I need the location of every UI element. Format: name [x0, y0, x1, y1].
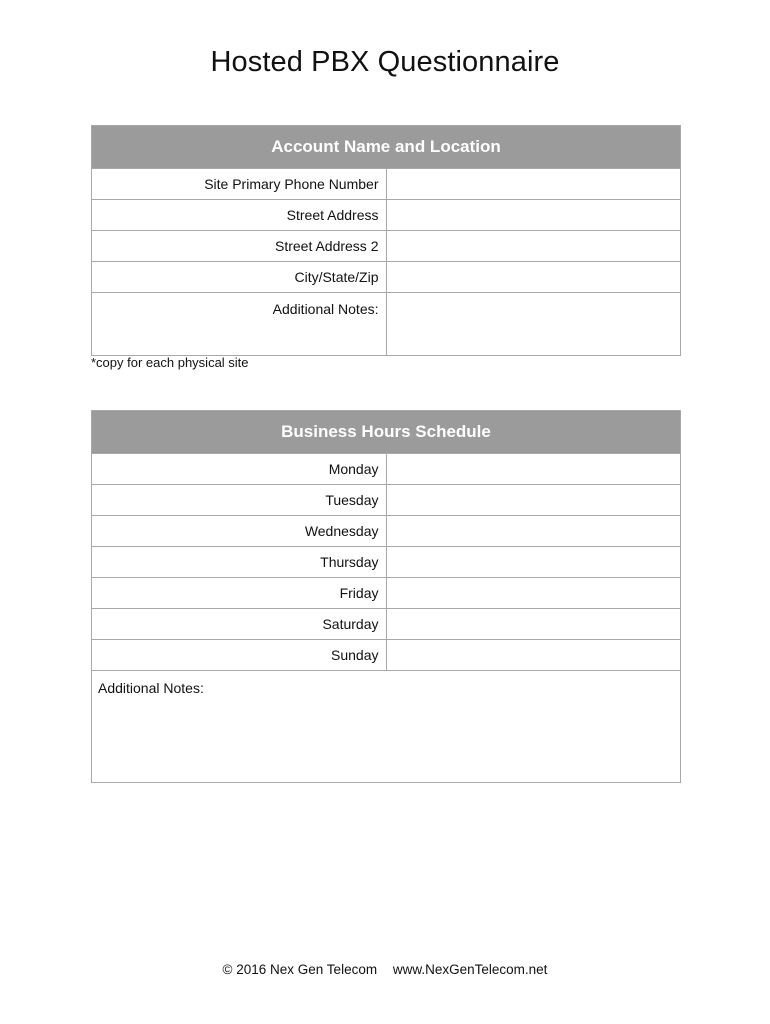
page-footer	[0, 962, 770, 977]
physical-site-footnote: *copy for each physical site	[91, 355, 249, 370]
form-row	[92, 609, 681, 640]
sunday-label: Sunday	[92, 640, 387, 671]
website-link[interactable]: www.NexGenTelecom.net	[392, 962, 548, 977]
wednesday-field[interactable]	[386, 516, 681, 547]
site-primary-phone-label: Site Primary Phone Number	[92, 169, 387, 200]
saturday-label: Saturday	[92, 609, 387, 640]
account-name-location-table	[91, 125, 681, 356]
site-primary-phone-field[interactable]	[386, 169, 681, 200]
street-address-label: Street Address	[92, 200, 387, 231]
thursday-label: Thursday	[92, 547, 387, 578]
saturday-field[interactable]	[386, 609, 681, 640]
tuesday-label: Tuesday	[92, 485, 387, 516]
monday-field[interactable]	[386, 454, 681, 485]
account-notes-field[interactable]	[386, 293, 681, 356]
form-row	[92, 547, 681, 578]
form-row	[92, 516, 681, 547]
copyright-text: © 2016 Nex Gen Telecom	[222, 962, 378, 977]
form-row	[92, 200, 681, 231]
hours-section-header: Business Hours Schedule	[92, 411, 681, 454]
sunday-field[interactable]	[386, 640, 681, 671]
friday-field[interactable]	[386, 578, 681, 609]
form-row	[92, 231, 681, 262]
form-row	[92, 578, 681, 609]
wednesday-label: Wednesday	[92, 516, 387, 547]
form-row	[92, 293, 681, 356]
friday-label: Friday	[92, 578, 387, 609]
page-title: Hosted PBX Questionnaire	[210, 46, 560, 78]
form-row	[92, 485, 681, 516]
form-row	[92, 169, 681, 200]
hours-notes-field[interactable]	[92, 671, 681, 783]
account-notes-label: Additional Notes:	[92, 293, 387, 356]
city-state-zip-label: City/State/Zip	[92, 262, 387, 293]
monday-label: Monday	[92, 454, 387, 485]
form-row	[92, 454, 681, 485]
business-hours-table	[91, 410, 681, 783]
street-address-2-field[interactable]	[386, 231, 681, 262]
city-state-zip-field[interactable]	[386, 262, 681, 293]
thursday-field[interactable]	[386, 547, 681, 578]
hours-notes-label: Additional Notes:	[98, 680, 204, 696]
street-address-field[interactable]	[386, 200, 681, 231]
account-section-header: Account Name and Location	[92, 126, 681, 169]
form-row	[92, 262, 681, 293]
street-address-2-label: Street Address 2	[92, 231, 387, 262]
tuesday-field[interactable]	[386, 485, 681, 516]
form-row	[92, 640, 681, 671]
